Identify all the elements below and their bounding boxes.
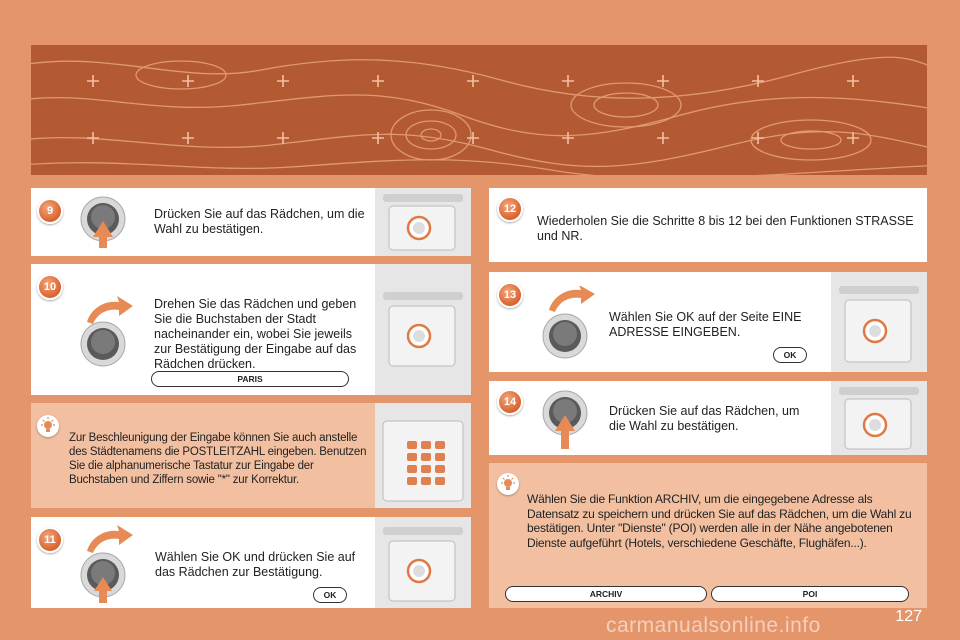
header-banner <box>31 45 927 175</box>
step-text: Wiederholen Sie die Schritte 8 bis 12 bei den Funktionen STRASSE und NR. <box>537 214 914 243</box>
ok-button[interactable]: OK <box>773 347 807 363</box>
radio-panel-icon <box>375 264 471 395</box>
rotate-arrow-icon <box>87 525 133 553</box>
poi-button[interactable]: POI <box>711 586 909 602</box>
control-wheel-icon <box>79 294 137 368</box>
topographic-pattern <box>31 45 927 175</box>
step-text: Drehen Sie das Rädchen und geben Sie die Buchstaben der Stadt nacheinander ein, wobei Sie jeweils zur Bestätigung der Eingabe auf das Rädchen drücken. <box>154 297 357 371</box>
control-wheel-icon <box>541 387 593 453</box>
tip-card-postcode <box>31 403 471 508</box>
control-wheel-icon <box>541 286 599 362</box>
paris-entry-field[interactable]: PARIS <box>151 371 349 387</box>
radio-panel-icon <box>831 272 927 372</box>
control-wheel-icon <box>79 193 131 249</box>
ok-button[interactable]: OK <box>313 587 347 603</box>
step-badge: 11 <box>37 527 63 553</box>
archiv-button[interactable]: ARCHIV <box>505 586 707 602</box>
step-badge: 14 <box>497 389 523 415</box>
lightbulb-icon <box>497 473 519 495</box>
step-text: Drücken Sie auf das Rädchen, um die Wahl zu bestätigen. <box>154 207 365 236</box>
step-badge: 12 <box>497 196 523 222</box>
page-number: 127 <box>895 608 922 625</box>
step-text: Drücken Sie auf das Rädchen, um die Wahl zu bestätigen. <box>609 404 800 433</box>
step-card-11 <box>31 517 471 608</box>
step-card-9 <box>31 188 471 256</box>
tip-text: Zur Beschleunigung der Eingabe können Sie auch anstelle des Städtenamens die POSTLEITZAHL eingeben. Benutzen Sie die alphanumerische Tastatur zur Eingabe der Buchstaben und Ziffern sowie "*" zur Korrektur. <box>69 432 367 486</box>
rotate-arrow-icon <box>87 296 133 324</box>
step-card-12 <box>489 188 927 262</box>
step-card-14 <box>489 381 927 455</box>
control-wheel-icon <box>79 523 137 605</box>
step-badge: 9 <box>37 198 63 224</box>
radio-panel-icon <box>375 517 471 608</box>
watermark: carmanualsonline.info <box>606 614 821 637</box>
lightbulb-icon <box>37 415 59 437</box>
step-text: Wählen Sie OK und drücken Sie auf das Rädchen zur Bestätigung. <box>155 550 356 579</box>
radio-panel-icon <box>831 381 927 455</box>
step-card-13 <box>489 272 927 372</box>
tip-text: Wählen Sie die Funktion ARCHIV, um die eingegebene Adresse als Datensatz zu speichern und drücken Sie auf das Rädchen, um die Wahl zu bestätigen. Unter "Dienste" (POI) werden alle in der Nähe angebotenen Dienste aufgeführt (Hotels, verschiedene Geschäfte, Flughäfen...). <box>527 492 912 550</box>
step-text: Wählen Sie OK auf der Seite EINE ADRESSE EINGEBEN. <box>609 310 802 339</box>
step-badge: 13 <box>497 282 523 308</box>
step-badge: 10 <box>37 274 63 300</box>
step-card-10 <box>31 264 471 395</box>
keypad-panel-icon <box>375 403 471 508</box>
tip-card-archiv <box>489 463 927 608</box>
rotate-arrow-icon <box>549 286 595 312</box>
radio-panel-icon <box>375 188 471 256</box>
